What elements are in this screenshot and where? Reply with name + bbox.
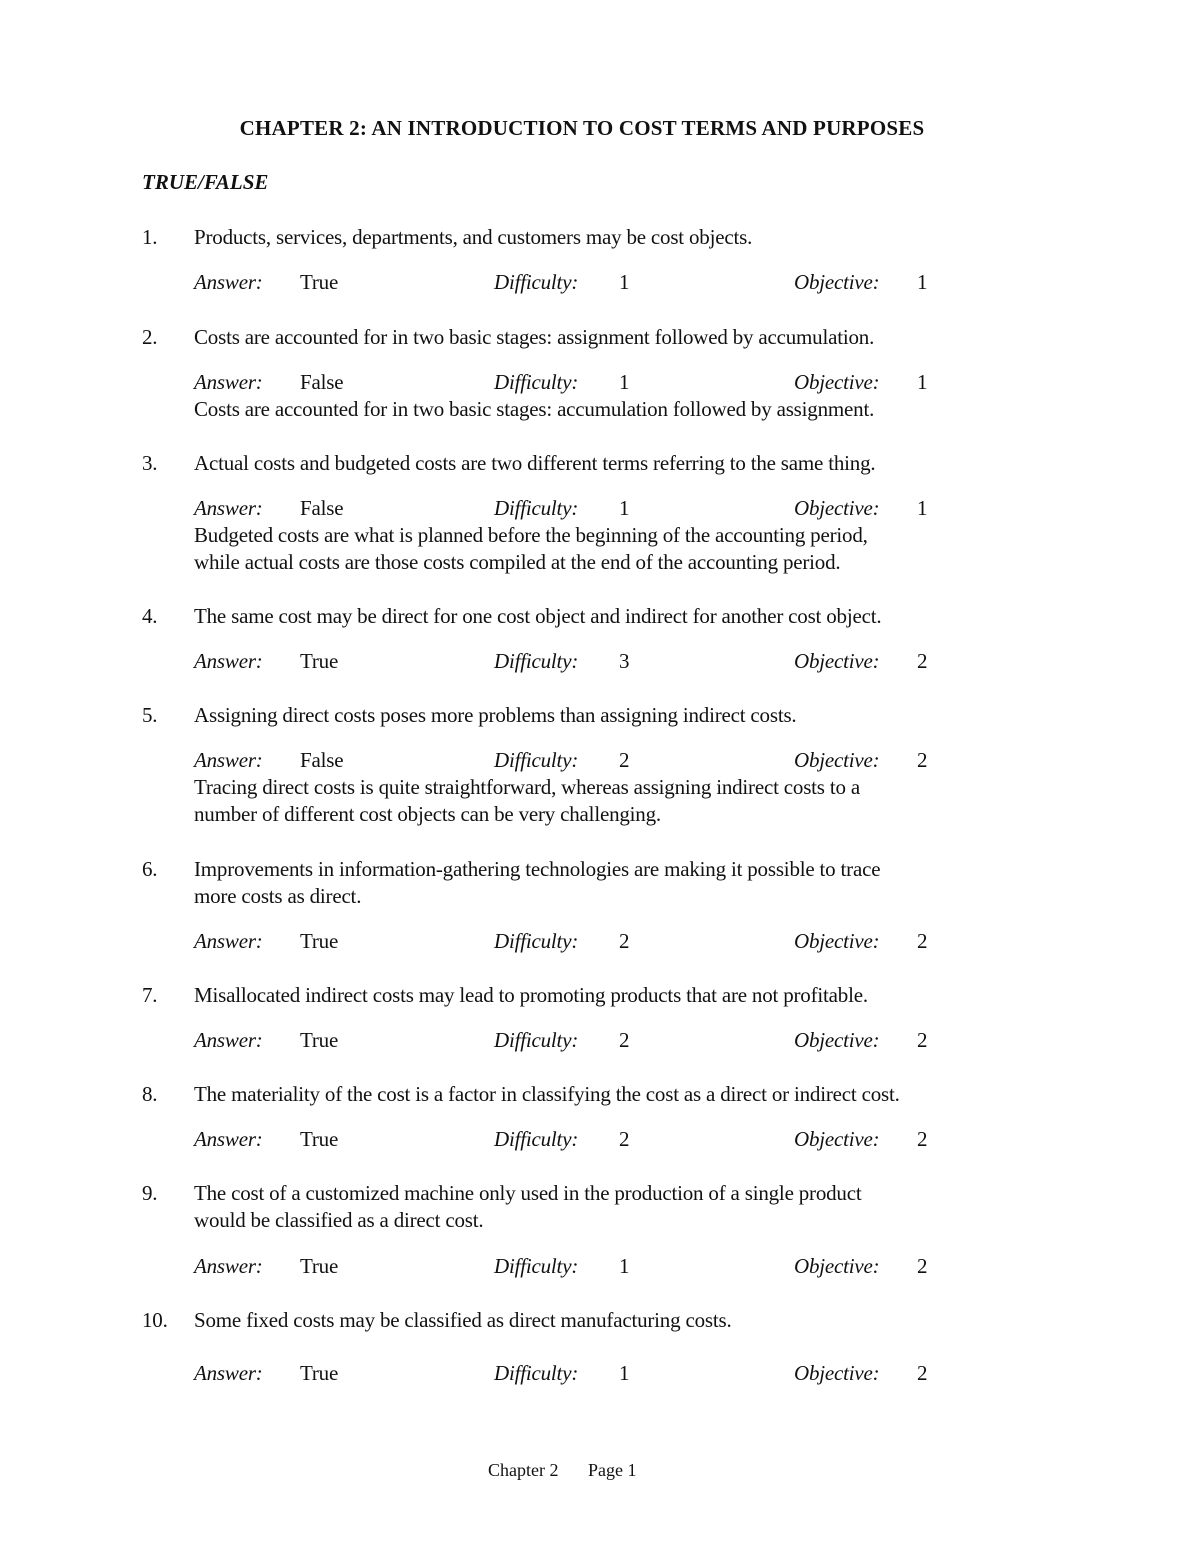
objective-value: 1 [917, 270, 928, 294]
objective-label: Objective: [794, 748, 880, 772]
objective-value: 2 [917, 929, 928, 953]
question-text: would be classified as a direct cost. [194, 1208, 484, 1232]
question-text: Costs are accounted for in two basic stages: assignment followed by accumulation. [194, 325, 875, 349]
difficulty-label: Difficulty: [494, 1254, 579, 1278]
question-text: Products, services, departments, and customers may be cost objects. [194, 225, 753, 249]
question-text: more costs as direct. [194, 884, 362, 908]
answer-label: Answer: [194, 1361, 263, 1385]
objective-value: 2 [917, 748, 928, 772]
difficulty-value: 3 [619, 649, 630, 673]
question-text: The cost of a customized machine only used in the production of a single product [194, 1181, 862, 1205]
answer-explanation: number of different cost objects can be very challenging. [194, 802, 661, 826]
objective-value: 2 [917, 1361, 928, 1385]
question-number: 3. [142, 451, 158, 475]
answer-label: Answer: [194, 929, 263, 953]
objective-value: 1 [917, 496, 928, 520]
answer-value: True [300, 1254, 339, 1278]
answer-value: True [300, 270, 339, 294]
answer-label: Answer: [194, 370, 263, 394]
difficulty-value: 2 [619, 1127, 630, 1151]
objective-value: 2 [917, 1028, 928, 1052]
difficulty-value: 1 [619, 270, 630, 294]
difficulty-label: Difficulty: [494, 370, 579, 394]
answer-value: False [300, 370, 344, 394]
objective-label: Objective: [794, 929, 880, 953]
difficulty-label: Difficulty: [494, 1361, 579, 1385]
objective-label: Objective: [794, 1127, 880, 1151]
difficulty-value: 2 [619, 1028, 630, 1052]
footer-page-number: Page 1 [588, 1460, 637, 1480]
objective-label: Objective: [794, 270, 880, 294]
difficulty-label: Difficulty: [494, 929, 579, 953]
objective-label: Objective: [794, 1361, 880, 1385]
answer-label: Answer: [194, 1127, 263, 1151]
objective-value: 2 [917, 1254, 928, 1278]
question-number: 2. [142, 325, 158, 349]
answer-value: True [300, 929, 339, 953]
difficulty-label: Difficulty: [494, 1028, 579, 1052]
objective-label: Objective: [794, 1254, 880, 1278]
difficulty-label: Difficulty: [494, 270, 579, 294]
difficulty-value: 1 [619, 370, 630, 394]
answer-label: Answer: [194, 748, 263, 772]
answer-explanation: Budgeted costs are what is planned before the beginning of the accounting period, [194, 523, 868, 547]
question-text: Assigning direct costs poses more problems than assigning indirect costs. [194, 703, 797, 727]
answer-value: True [300, 1127, 339, 1151]
objective-label: Objective: [794, 649, 880, 673]
difficulty-value: 1 [619, 496, 630, 520]
difficulty-label: Difficulty: [494, 496, 579, 520]
page-title: CHAPTER 2: AN INTRODUCTION TO COST TERMS AND PURPOSES [239, 116, 925, 140]
question-text: Actual costs and budgeted costs are two different terms referring to the same thing. [194, 451, 876, 475]
answer-label: Answer: [194, 649, 263, 673]
answer-explanation: while actual costs are those costs compiled at the end of the accounting period. [194, 550, 841, 574]
question-number: 1. [142, 225, 158, 249]
question-number: 4. [142, 604, 158, 628]
difficulty-label: Difficulty: [494, 649, 579, 673]
difficulty-label: Difficulty: [494, 1127, 579, 1151]
question-number: 9. [142, 1181, 158, 1205]
objective-label: Objective: [794, 496, 880, 520]
question-text: Some fixed costs may be classified as direct manufacturing costs. [194, 1308, 732, 1332]
answer-label: Answer: [194, 1028, 263, 1052]
difficulty-value: 1 [619, 1361, 630, 1385]
difficulty-value: 2 [619, 748, 630, 772]
answer-explanation: Costs are accounted for in two basic stages: accumulation followed by assignment. [194, 397, 875, 421]
section-heading: TRUE/FALSE [142, 170, 269, 194]
difficulty-label: Difficulty: [494, 748, 579, 772]
answer-value: True [300, 1028, 339, 1052]
answer-value: True [300, 649, 339, 673]
question-text: Improvements in information-gathering technologies are making it possible to trace [194, 857, 881, 881]
objective-value: 1 [917, 370, 928, 394]
question-text: Misallocated indirect costs may lead to promoting products that are not profitable. [194, 983, 868, 1007]
answer-label: Answer: [194, 1254, 263, 1278]
question-number: 7. [142, 983, 158, 1007]
objective-label: Objective: [794, 1028, 880, 1052]
answer-label: Answer: [194, 270, 263, 294]
question-number: 10. [142, 1308, 168, 1332]
answer-value: False [300, 748, 344, 772]
question-number: 5. [142, 703, 158, 727]
question-number: 8. [142, 1082, 158, 1106]
difficulty-value: 2 [619, 929, 630, 953]
question-text: The same cost may be direct for one cost object and indirect for another cost object. [194, 604, 882, 628]
footer-chapter: Chapter 2 [488, 1460, 559, 1480]
question-number: 6. [142, 857, 158, 881]
objective-value: 2 [917, 649, 928, 673]
answer-explanation: Tracing direct costs is quite straightforward, whereas assigning indirect costs to a [194, 775, 860, 799]
difficulty-value: 1 [619, 1254, 630, 1278]
question-text: The materiality of the cost is a factor in classifying the cost as a direct or indirect cost. [194, 1082, 900, 1106]
answer-label: Answer: [194, 496, 263, 520]
answer-value: False [300, 496, 344, 520]
objective-label: Objective: [794, 370, 880, 394]
answer-value: True [300, 1361, 339, 1385]
objective-value: 2 [917, 1127, 928, 1151]
